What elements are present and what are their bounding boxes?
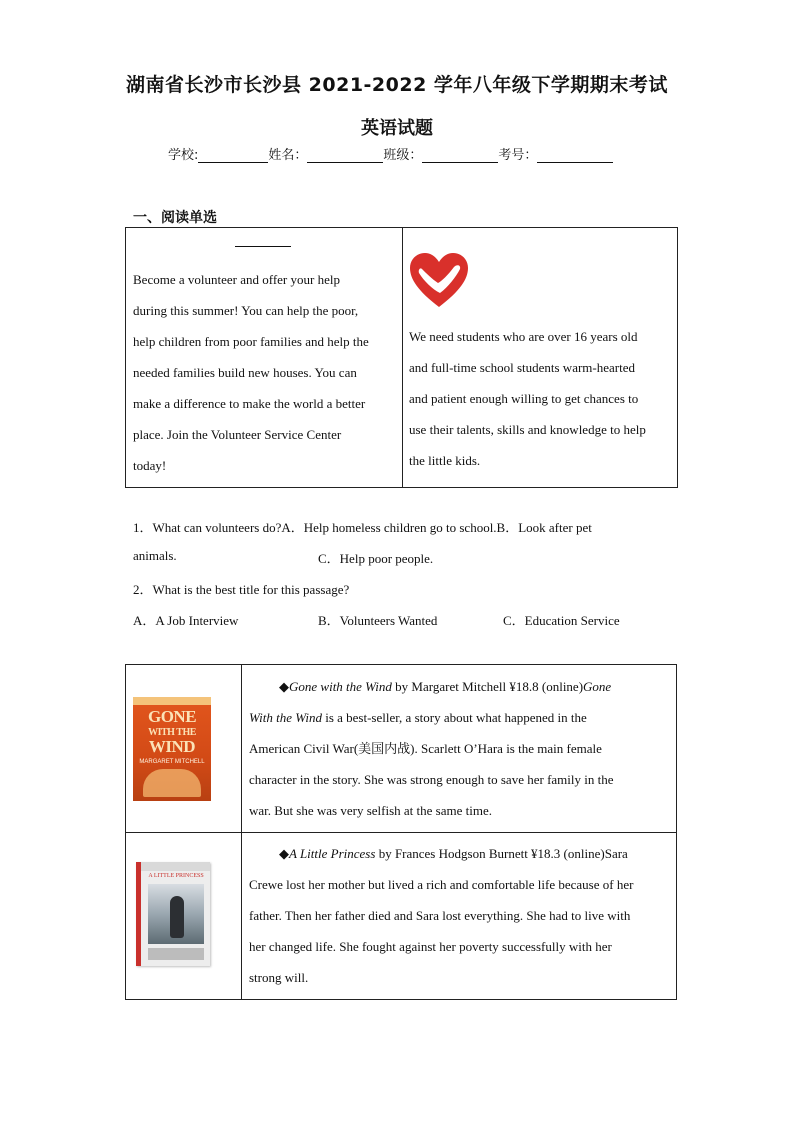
- question-1-option-c[interactable]: C．Help poor people.: [318, 551, 434, 566]
- question-1-line1: 1．What can volunteers do?A．Help homeless children go to school.B．Look after pet: [133, 520, 592, 535]
- text-line: ◆A Little Princess by Frances Hodgson Burnett ¥18.3 (online)Sara: [279, 846, 628, 861]
- class-blank[interactable]: [422, 148, 498, 163]
- text-line: place. Join the Volunteer Service Center: [133, 427, 342, 442]
- text-line: We need students who are over 16 years old: [409, 329, 638, 344]
- text-line: and patient enough willing to get chances to: [409, 391, 639, 406]
- document-title: 湖南省长沙市长沙县 2021-2022 学年八年级下学期期末考试: [126, 74, 668, 96]
- passage1-left-text: [133, 264, 395, 481]
- text-line: character in the story. She was strong enough to save her family in the: [249, 772, 614, 787]
- student-info-line: [168, 144, 613, 163]
- diamond-icon: ◆: [279, 846, 289, 861]
- text-line: during this summer! You can help the poor,: [133, 303, 359, 318]
- question-2-option-b[interactable]: B．Volunteers Wanted: [318, 613, 438, 628]
- text-line: and full-time school students warm-hearted: [409, 360, 635, 375]
- cover-title-line: WITH THE: [148, 727, 196, 738]
- text-line: use their talents, skills and knowledge to help: [409, 422, 646, 437]
- cover-title-line: GONE: [147, 707, 197, 726]
- number-label: 考号：: [498, 148, 538, 163]
- text-line: ◆Gone with the Wind by Margaret Mitchell ¥18.8 (online)Gone: [279, 679, 612, 694]
- volunteer-heart-hand-icon: [408, 251, 470, 309]
- cover-author: MARGARET MITCHELL: [139, 759, 205, 765]
- gone-with-the-wind-cover: [133, 697, 211, 801]
- a-little-princess-cover: [136, 862, 210, 966]
- book1-text: [249, 671, 671, 826]
- passage1-right-text: [409, 321, 671, 476]
- text-line: father. Then her father died and Sara lost everything. She had to live with: [249, 908, 631, 923]
- question-2-option-c[interactable]: C．Education Service: [503, 613, 620, 628]
- name-blank[interactable]: [307, 148, 383, 163]
- text-line: strong will.: [249, 970, 309, 985]
- question-1-option-b-cont: animals.: [133, 548, 177, 563]
- text-line: American Civil War(美国内战). Scarlett O’Hara is the main female: [249, 741, 602, 756]
- text-line: help children from poor families and help the: [133, 334, 369, 349]
- text-line: her changed life. She fought against her poverty successfully with her: [249, 939, 612, 954]
- school-label: 学校:: [168, 148, 199, 163]
- text-line: Become a volunteer and offer your help: [133, 272, 340, 287]
- number-blank[interactable]: [537, 148, 613, 163]
- question-2-option-a[interactable]: A．A Job Interview: [133, 613, 239, 628]
- document-subtitle: 英语试题: [361, 118, 433, 139]
- text-line: Crewe lost her mother but lived a rich and comfortable life because of her: [249, 877, 634, 892]
- book2-text: [249, 838, 671, 993]
- text-line: With the Wind is a best-seller, a story about what happened in the: [249, 710, 587, 725]
- section-title: 一、阅读单选: [133, 210, 217, 226]
- text-line: needed families build new houses. You can: [133, 365, 357, 380]
- name-label: 姓名：: [268, 148, 308, 163]
- text-line: make a difference to make the world a better: [133, 396, 366, 411]
- cover-title-line: WIND: [148, 737, 196, 756]
- passage-title-blank[interactable]: [235, 246, 291, 247]
- question-2-stem: 2．What is the best title for this passage?: [133, 582, 350, 597]
- text-line: today!: [133, 458, 167, 473]
- class-label: 班级：: [383, 148, 423, 163]
- school-blank[interactable]: [198, 148, 268, 163]
- text-line: war. But she was very selfish at the same time.: [249, 803, 492, 818]
- cover-title: A LITTLE PRINCESS: [148, 873, 204, 879]
- diamond-icon: ◆: [279, 679, 289, 694]
- text-line: the little kids.: [409, 453, 481, 468]
